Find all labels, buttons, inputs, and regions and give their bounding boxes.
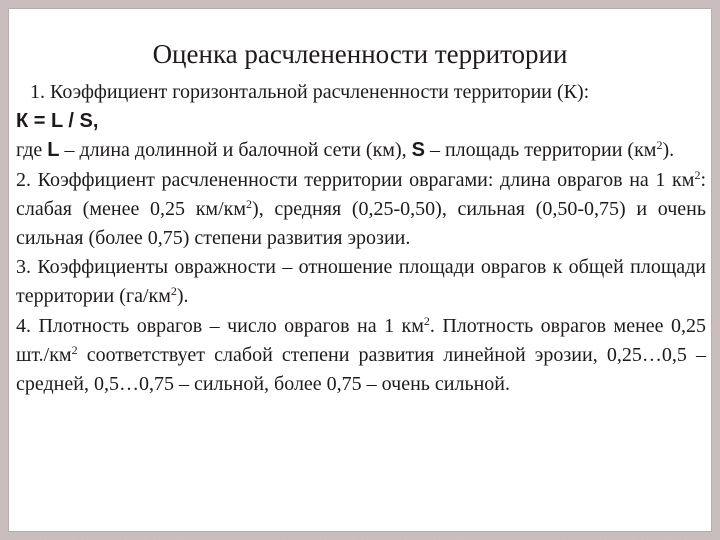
item-1-heading: 1. Коэффициент горизонтальной расчлененности территории (К):: [30, 81, 590, 103]
item-3: 3. Коэффициенты овражности – отношение площади оврагов к общей площади территории $(га/км^2)$.: [16, 256, 706, 308]
slide-body: [16, 78, 706, 399]
item-2: 2. Коэффициент расчлененности территории оврагами: длина оврагов на 1 $км^2$: слабая (менее 0,25 $км/км^2$), средняя (0,25-0,50), сильная (0,50-0,75) и очень сильная (более 0,75) степени развития эрозии.: [16, 167, 706, 250]
symbol-s: S: [411, 139, 425, 162]
item-1-formula: К = L / S,: [16, 110, 99, 133]
item-4: 4. Плотность оврагов – число оврагов на 1 $км^2$. Плотность оврагов менее 0,25 $шт./км^2$ соответствует слабой степени развития линейной эрозии, 0,25…0,5 – средней, 0,5…0,75 – сильной, более 0,75 – очень сильной.: [16, 313, 706, 396]
symbol-l: L: [47, 139, 60, 162]
slide-title: Оценка расчлененности территории: [152, 39, 568, 69]
item-1-definition: где L – длина долинной и балочной сети (км), S – площадь территории $(км^2)$.: [16, 138, 675, 162]
